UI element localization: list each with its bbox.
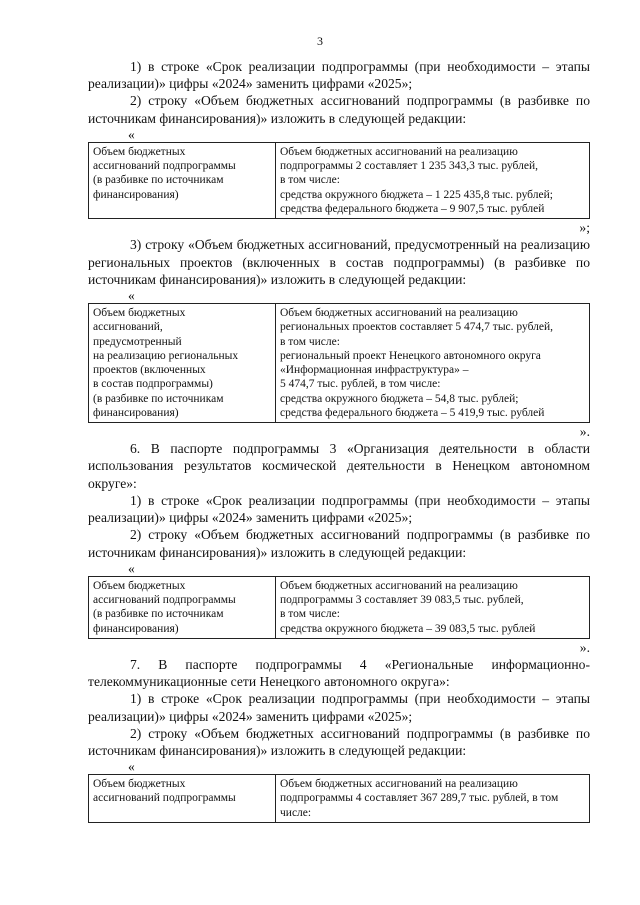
cell-line: (в разбивке по источникам [93, 174, 224, 187]
cell-line: финансирования) [93, 622, 179, 635]
table-row [89, 303, 590, 422]
cell-line: региональных проектов составляет 5 474,7 тыс. рублей, [280, 321, 554, 334]
table-cell-label [89, 576, 276, 638]
open-quote: « [128, 560, 135, 576]
cell-line: Объем бюджетных ассигнований на реализацию [280, 579, 518, 592]
table-row [89, 142, 590, 218]
cell-line: в том числе: [280, 608, 340, 621]
cell-line: Объем бюджетных [93, 145, 186, 158]
cell-line: «Информационная инфраструктура» – [280, 364, 469, 377]
table-cell-value [276, 142, 590, 218]
paragraph-section-6: 6. В паспорте подпрограммы 3 «Организация деятельности в области использования результатов космической деятельности в Ненецком автономном округе»: [88, 441, 590, 491]
paragraph-item-3: 3) строку «Объем бюджетных ассигнований, предусмотренный на реализацию региональных проектов (включенных в состав подпрограммы) (в разбивке по источникам финансирования)» изложить в следующей редакции: [88, 237, 590, 287]
cell-line: подпрограммы 3 составляет 39 083,5 тыс. рублей, [280, 594, 524, 606]
cell-line: (в разбивке по источникам [93, 392, 224, 405]
cell-line: финансирования) [93, 406, 179, 419]
cell-line: ассигнований, [93, 321, 163, 334]
cell-line: средства окружного бюджета – 1 225 435,8 тыс. рублей; [280, 188, 553, 201]
close-quote: ». [579, 424, 590, 440]
cell-line: в том числе: [280, 335, 340, 348]
paragraph-item-1: 1) в строке «Срок реализации подпрограммы (при необходимости – этапы реализации)» цифры «2024» заменить цифрами «2025»; [88, 59, 590, 92]
close-quote: ». [579, 639, 590, 655]
open-quote: « [128, 759, 135, 775]
cell-line: ассигнований подпрограммы [93, 792, 236, 805]
cell-line: на реализацию региональных [93, 349, 239, 362]
cell-line: ассигнований подпрограммы [93, 160, 236, 173]
cell-line: ассигнований подпрограммы [93, 594, 236, 606]
cell-line: Объем бюджетных ассигнований на реализацию [280, 778, 518, 791]
cell-line: средства федерального бюджета – 9 907,5 тыс. рублей [280, 203, 545, 215]
cell-line: числе: [280, 806, 312, 819]
paragraph-item-2: 2) строку «Объем бюджетных ассигнований подпрограммы (в разбивке по источникам финансирования)» изложить в следующей редакции: [88, 725, 590, 758]
cell-line: подпрограммы 4 составляет 367 289,7 тыс. рублей, в том [280, 792, 559, 805]
paragraph-item-1: 1) в строке «Срок реализации подпрограммы (при необходимости – этапы реализации)» цифры «2024» заменить цифрами «2025»; [88, 492, 590, 526]
table-cell-label [89, 303, 276, 422]
open-quote: « [128, 287, 135, 303]
cell-line: Объем бюджетных [93, 306, 186, 319]
cell-line: Объем бюджетных [93, 579, 186, 592]
table-cell-value [276, 303, 590, 422]
table-cell-value [276, 576, 590, 638]
cell-line: финансирования) [93, 188, 179, 201]
cell-line: 5 474,7 тыс. рублей, в том числе: [280, 378, 441, 391]
table-cell-value [276, 775, 590, 823]
cell-line: Объем бюджетных ассигнований на реализацию [280, 145, 518, 158]
cell-line: средства окружного бюджета – 39 083,5 тыс. рублей [280, 622, 536, 635]
budget-table-subprogram-2 [88, 142, 590, 219]
cell-line: средства окружного бюджета – 54,8 тыс. рублей; [280, 392, 519, 405]
table-cell-label [89, 775, 276, 823]
document-body [88, 58, 590, 823]
paragraph-item-1: 1) в строке «Срок реализации подпрограммы (при необходимости – этапы реализации)» цифры «2024» заменить цифрами «2025»; [88, 691, 590, 724]
cell-line: подпрограммы 2 составляет 1 235 343,3 тыс. рублей, [280, 160, 538, 173]
page-number: 3 [317, 34, 323, 48]
paragraph-section-7: 7. В паспорте подпрограммы 4 «Региональные информационно-телекоммуникационные сети Ненецкого автономного округа»: [88, 656, 590, 690]
table-cell-label [89, 142, 276, 218]
close-quote: »; [579, 220, 590, 236]
open-quote: « [128, 126, 135, 142]
budget-table-subprogram-3 [88, 576, 590, 639]
cell-line: средства федерального бюджета – 5 419,9 тыс. рублей [280, 406, 545, 419]
cell-line: Объем бюджетных ассигнований на реализацию [280, 306, 518, 319]
cell-line: в том числе: [280, 174, 340, 187]
cell-line: Объем бюджетных [93, 778, 186, 791]
cell-line: в состав подпрограммы) [93, 378, 213, 391]
table-row [89, 576, 590, 638]
cell-line: (в разбивке по источникам [93, 608, 224, 621]
paragraph-item-2: 2) строку «Объем бюджетных ассигнований подпрограммы (в разбивке по источникам финансирования)» изложить в следующей редакции: [88, 93, 590, 126]
budget-table-regional-projects [88, 303, 590, 423]
cell-line: проектов (включенных [93, 364, 206, 377]
cell-line: региональный проект Ненецкого автономного округа [280, 349, 541, 362]
budget-table-subprogram-4 [88, 774, 590, 823]
cell-line: предусмотренный [93, 335, 182, 348]
table-row [89, 775, 590, 823]
paragraph-item-2: 2) строку «Объем бюджетных ассигнований подпрограммы (в разбивке по источникам финансирования)» изложить в следующей редакции: [88, 527, 590, 560]
